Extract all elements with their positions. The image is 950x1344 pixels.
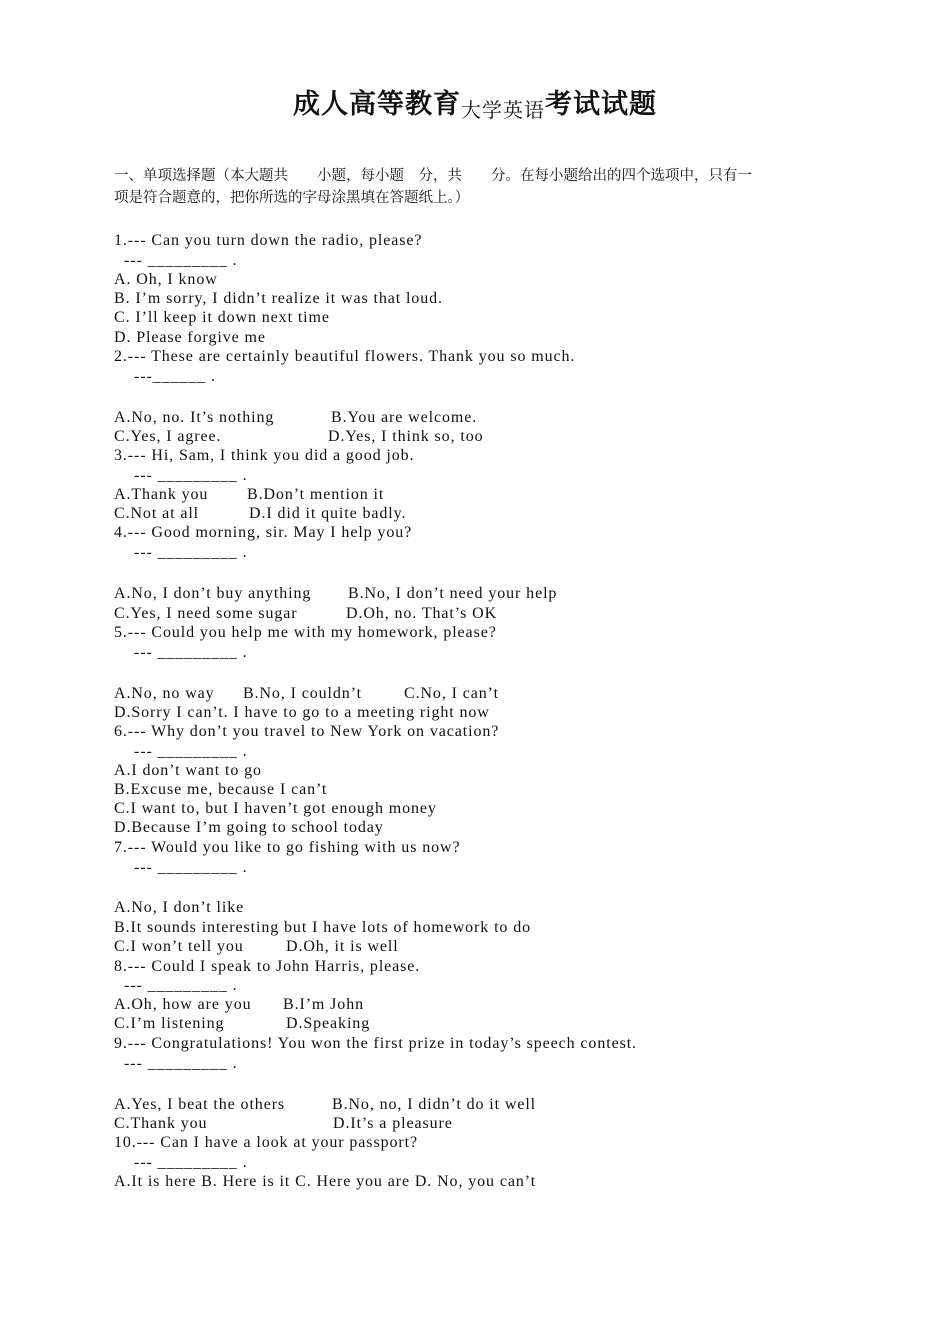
option: C.I’m listening bbox=[114, 1015, 225, 1032]
answer-blank: ---______ . bbox=[134, 368, 216, 385]
instructions-line-2: 项是符合题意的，把你所选的字母涂黑填在答题纸上。） bbox=[114, 190, 470, 206]
option: D. Please forgive me bbox=[114, 329, 266, 346]
option: A.Yes, I beat the others bbox=[114, 1096, 286, 1113]
answer-blank: --- _________ . bbox=[134, 544, 248, 561]
option: A.No, no way bbox=[114, 685, 215, 702]
answer-blank: --- _________ . bbox=[134, 467, 248, 484]
answer-blank: --- _________ . bbox=[134, 743, 248, 760]
option: A.No, I don’t buy anything bbox=[114, 585, 312, 602]
question-9-prompt: 9.--- Congratulations! You won the first prize in today’s speech contest. bbox=[114, 1035, 637, 1052]
answer-blank: --- _________ . bbox=[134, 1154, 248, 1171]
answer-blank: --- _________ . bbox=[134, 859, 248, 876]
question-5-prompt: 5.--- Could you help me with my homework, please? bbox=[114, 624, 497, 641]
option: A.Oh, how are you bbox=[114, 996, 252, 1013]
option: B.Don’t mention it bbox=[247, 486, 385, 503]
option: A.No, I don’t like bbox=[114, 899, 245, 916]
option: B. I’m sorry, I didn’t realize it was that loud. bbox=[114, 290, 443, 307]
option: B.I’m John bbox=[283, 996, 364, 1013]
option: C.Not at all bbox=[114, 505, 200, 522]
option: C.No, I can’t bbox=[404, 685, 499, 702]
option: C.Yes, I agree. bbox=[114, 428, 222, 445]
question-4-prompt: 4.--- Good morning, sir. May I help you? bbox=[114, 524, 413, 541]
option: C. I’ll keep it down next time bbox=[114, 309, 330, 326]
option: B.No, no, I didn’t do it well bbox=[332, 1096, 537, 1113]
option: B.It sounds interesting but I have lots of homework to do bbox=[114, 919, 532, 936]
question-8-prompt: 8.--- Could I speak to John Harris, please. bbox=[114, 958, 421, 975]
option: B.You are welcome. bbox=[331, 409, 478, 426]
option: A.No, no. It’s nothing bbox=[114, 409, 275, 426]
answer-blank: --- _________ . bbox=[124, 977, 238, 994]
question-1-prompt: 1.--- Can you turn down the radio, please? bbox=[114, 232, 423, 249]
question-7-prompt: 7.--- Would you like to go fishing with us now? bbox=[114, 839, 461, 856]
question-6-prompt: 6.--- Why don’t you travel to New York on vacation? bbox=[114, 723, 500, 740]
title-part-3: 考试试题 bbox=[545, 89, 657, 120]
option: D.Because I’m going to school today bbox=[114, 819, 384, 836]
instructions-line-1: 一、单项选择题（本大题共 小题，每小题 分，共 分。在每小题给出的四个选项中，只有一 bbox=[114, 168, 752, 184]
option: A.I don’t want to go bbox=[114, 762, 262, 779]
option: A.It is here B. Here is it C. Here you are D. No, you can’t bbox=[114, 1173, 537, 1190]
answer-blank: --- _________ . bbox=[134, 644, 248, 661]
answer-blank: --- _________ . bbox=[124, 252, 238, 269]
option: A.Thank you bbox=[114, 486, 209, 503]
option: D.Speaking bbox=[286, 1015, 371, 1032]
option: D.Yes, I think so, too bbox=[328, 428, 484, 445]
option: C.Thank you bbox=[114, 1115, 208, 1132]
option: C.I want to, but I haven’t got enough money bbox=[114, 800, 437, 817]
option: B.Excuse me, because I can’t bbox=[114, 781, 328, 798]
option: D.Oh, no. That’s OK bbox=[346, 605, 498, 622]
option: D.I did it quite badly. bbox=[249, 505, 407, 522]
answer-blank: --- _________ . bbox=[124, 1055, 238, 1072]
page-title bbox=[0, 82, 950, 123]
question-2-prompt: 2.--- These are certainly beautiful flowers. Thank you so much. bbox=[114, 348, 576, 365]
question-10-prompt: 10.--- Can I have a look at your passport? bbox=[114, 1134, 418, 1151]
option: C.I won’t tell you bbox=[114, 938, 244, 955]
option: B.No, I don’t need your help bbox=[348, 585, 558, 602]
option: D.It’s a pleasure bbox=[333, 1115, 453, 1132]
option: C.Yes, I need some sugar bbox=[114, 605, 298, 622]
question-3-prompt: 3.--- Hi, Sam, I think you did a good job. bbox=[114, 447, 415, 464]
option: D.Oh, it is well bbox=[286, 938, 399, 955]
option: B.No, I couldn’t bbox=[243, 685, 362, 702]
title-part-1: 成人高等教育 bbox=[293, 89, 461, 120]
option: D.Sorry I can’t. I have to go to a meeting right now bbox=[114, 704, 490, 721]
title-part-2: 大学英语 bbox=[461, 98, 545, 122]
option: A. Oh, I know bbox=[114, 271, 218, 288]
